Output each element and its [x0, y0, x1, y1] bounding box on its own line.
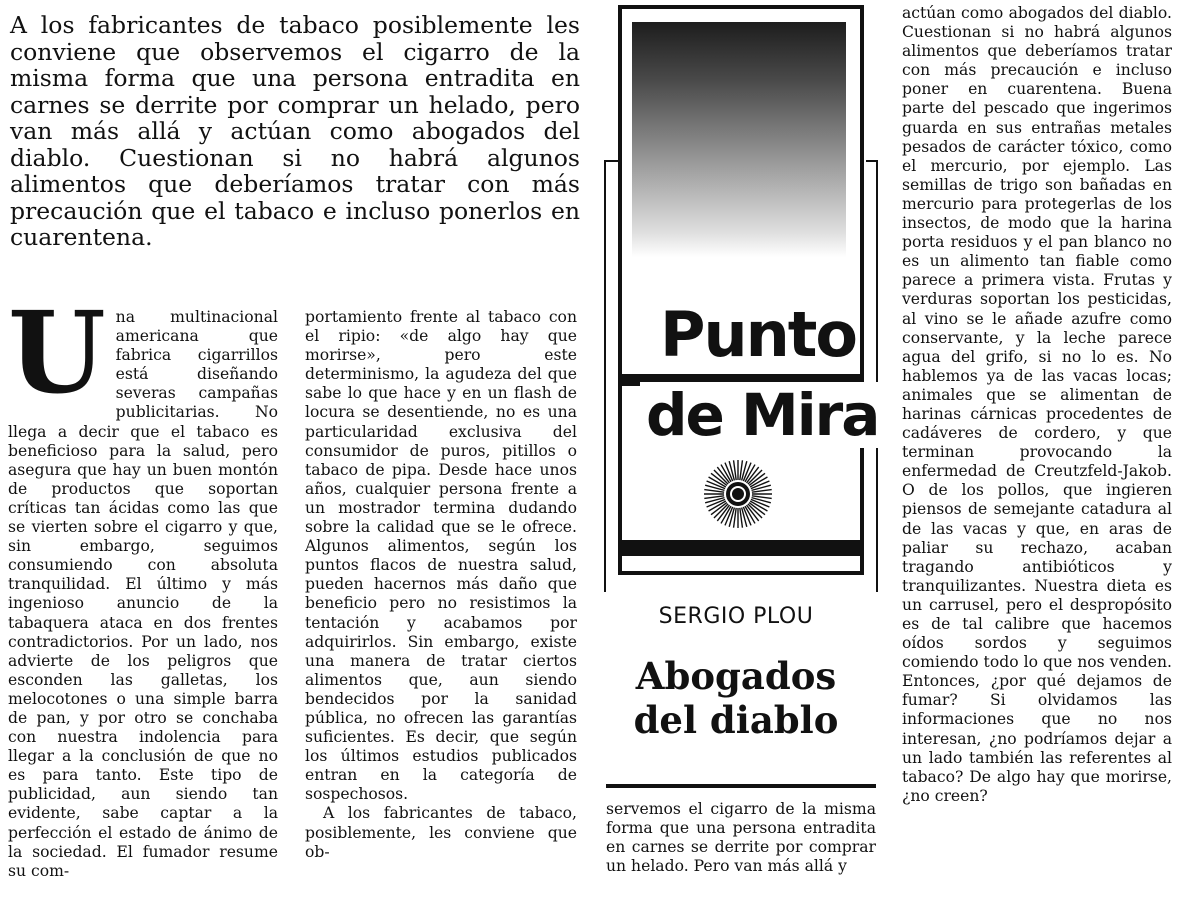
article-column-4: actúan como abogados del diablo. Cuestionan si no habrá algunos alimentos que deberíamos tratar con más precaución e incluso poner en cuarentena. Buena parte del pescado que ingerimos guarda en sus entrañas metales pesados de carácter tóxico, como el mercurio, por ejemplo. Las semillas de trigo son bañadas en mercurio para protegerlas de los insectos, de modo que la harina porta residuos y el pan blanco no es un alimento tan fiable como parece a primera vista. Frutas y verduras soportan los pesticidas, al vino se le añade azufre como conservante, y la leche parece agua del grifo, si no lo es. No hablemos ya de las vacas locas; animales que se alimentan de harinas cárnicas procedentes de cadáveres de cordero, y que terminan provocando la enfermedad de Creutzfeld-Jakob. O de los pollos, que ingieren piensos de semejante catadura al de las vacas y que, en aras de paliar su rechazo, acaban tragando antibióticos y tranquilizantes. Nuestra dieta es un carrusel, pero el despropósito es de tal calibre que hacemos oídos sordos y seguimos comiendo todo lo que nos venden. Entonces, ¿por qué dejamos de fumar? Si olvidamos las informaciones que no nos interesan, ¿no podríamos dejar a un lado también las referentes al tabaco? De algo hay que morirse, ¿no creen?: [902, 4, 1172, 805]
article-column-1: [8, 288, 278, 881]
pull-quote: A los fabricantes de tabaco posiblemente les conviene que observemos el cigarro de la misma forma que una persona entradita en carnes se derrite por comprar un helado, pero van más allá y actúan como abogados del diablo. Cuestionan si no habrá algunos alimentos que deberíamos tratar con más precaución que el tabaco e incluso ponerlos en cuarentena.: [10, 11, 580, 251]
headline-rule: [606, 784, 876, 788]
section-logo-line-1: Punto: [660, 298, 856, 371]
frame-bracket-left: [604, 160, 618, 592]
column-1-text: na multinacional americana que fabrica cigarrillos está diseñando severas campañas publicitarias. No llega a decir que el tabaco es beneficioso para la salud, pero asegura que hay un buen montón de productos que soportan críticas tan ácidas como las que se vierten sobre el cigarro y que, sin embargo, seguimos consumiendo con absoluta tranquilidad. El último y más ingenioso anuncio de la tabaquera ataca en dos frentes contradictorios. Por un lado, nos advierte de los peligros que esconden las galletas, los melocotones o una simple barra de pan, y por otro se conchaba con nuestra indolencia para llegar a la conclusión de que no es para tanto. Este tipo de publicidad, aun siendo tan evidente, sabe captar a la perfección el estado de ánimo de la sociedad. El fumador resume su com-: [8, 308, 278, 880]
gradient-panel: [632, 22, 846, 257]
headline-line-2: del diablo: [633, 698, 839, 742]
article-column-2: [305, 308, 577, 862]
logo-box-bottom-border: [618, 571, 864, 575]
article-column-3: servemos el cigarro de la misma forma que una persona entradita en carnes se derrite por comprar un helado. Pero van más allá y: [606, 800, 876, 876]
logo-box-left-border: [618, 5, 622, 575]
logo-box-top-border: [618, 5, 864, 9]
logo-bar-bottom: [620, 540, 860, 556]
column-2-paragraph-2: A los fabricantes de tabaco, posiblemente, les conviene que ob-: [305, 804, 577, 861]
sunburst-icon: [702, 458, 774, 530]
author-byline: SERGIO PLOU: [658, 604, 814, 629]
frame-bracket-right: [866, 160, 878, 592]
logo-box-right-border: [860, 5, 864, 575]
section-logo-line-2: de Mira: [640, 382, 884, 448]
drop-cap: U: [8, 288, 106, 419]
column-2-paragraph-1: portamiento frente al tabaco con el ripio: «de algo hay que morirse», pero este determinismo, la agudeza del que sabe lo que hace y en un flash de locura se desentiende, no es una particularidad exclusiva del consumidor de puros, pitillos o tabaco de pipa. Desde hace unos años, cualquier persona frente a un mostrador termina dudando sobre la calidad que se le ofrece. Algunos alimentos, según los puntos flacos de nuestra salud, pueden hacernos más daño que beneficio pero no resistimos la tentación y acabamos por adquirirlos. Sin embargo, existe una manera de tratar ciertos alimentos que, aun siendo bendecidos por la sanidad pública, no ofrecen las garantías suficientes. Es decir, que según los últimos estudios publicados entran en la categoría de sospechosos.: [305, 308, 577, 804]
article-headline: [606, 654, 866, 742]
headline-line-1: Abogados: [635, 654, 837, 698]
